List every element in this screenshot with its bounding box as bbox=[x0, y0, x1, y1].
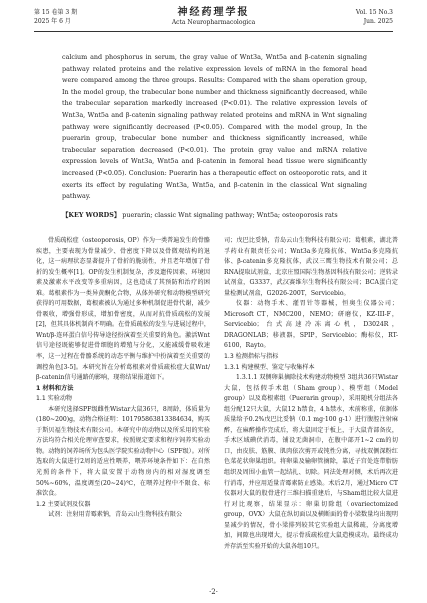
volume-issue-en: Vol. 15 No.3 bbox=[355, 9, 393, 16]
date-cn: 2025 年 6 月 bbox=[34, 18, 71, 25]
english-abstract bbox=[62, 52, 367, 203]
journal-title-en: Acta Neuropharmacologica bbox=[171, 19, 256, 26]
subsection-heading-animals: 1.1 实验动物 bbox=[36, 395, 73, 403]
subsection-heading-reagents: 1.2 主要试剂及仪器 bbox=[36, 500, 91, 508]
volume-issue-cn: 第 15 卷第 3 期 bbox=[34, 9, 78, 16]
reagents-paragraph: 试剂：注射用青霉素钠，青岛云山生物科技有限公 bbox=[48, 511, 183, 519]
journal-title-cn: 神经药理学报 bbox=[177, 7, 250, 18]
subsection-heading-detection: 1.3 检测指标与指标 bbox=[224, 353, 279, 361]
header-divider bbox=[34, 31, 393, 32]
reagents-paragraph-continued: 司；戊巴比妥钠，青岛云山生物科技有限公司；葛根素，湖北普孚药业有限责任公司；Wnt3a多克隆抗体、Wnt5a多克隆抗体、β-catenin多克隆抗体，武汉三鹰生物技术有限公司；总RNA提取试剂盒，北京庄盟国际生物基因科技有限公司；逆转录试剂盒，G3337，武汉赛维尔生物科技有限公司；BCA蛋白定量检测试剂盒，G2026-200T，Servicebio。 bbox=[224, 237, 398, 297]
model-paragraph: 1.3.1.1 双侧卵巢摘除技术构建动物模型 3组共36只Wistar大鼠，包括假手术组（Sham group）、模型组（Model group）以及葛根素组（Puerarin group），采用随机分组法各组分配12只大鼠，大鼠12 h禁食，4 h禁水，术前称重，依据体质量给予0.2%戊巴比妥钠（0.1 mg·100 g-1）进行腹腔注射麻醉，在麻醉操作完成后，将大鼠固定于板上，于大鼠背部备皮，手术区域碘伏消毒，铺设无菌洞巾，在腹中部开1~2 cm的切口，由皮肤、筋膜、肌肉依次剪开或钝性分离，寻找双侧深粉红色菜花状卵巢组织。将卵巢及输卵管摘除，靠近子宫处连带脂肪组织及周围小血管一起结扎、切除。同法处理对侧，术后再次进行消毒，并应用适量青霉素防止感染。术后2月，通过Micro CT仪器对大鼠的股骨进行三维扫描重建后，与Sham组比较大鼠进行对比观察，结果显示：卵巢切除组（ovariectomized group，OVX）大鼠在纵切面以及横断面的骨小梁数量均出现明显减少的情况，骨小梁排列较其它实验组大鼠稀疏，分离度增加，间隙也出现增大，提示骨质疏松症大鼠造模成功。最终成功并存活至实验开始的大鼠各组10只。 bbox=[224, 374, 398, 550]
issue-info-en bbox=[356, 8, 393, 26]
keywords-line bbox=[62, 210, 367, 220]
instruments-paragraph: 仪器：动物手术、灌胃针等器械，恒奥生仪器公司；Microsoft CT，NMC200，NEMO；研磨仪，KZ-III-F，Servicebio；台式高速冷冻离心机，D3024R，DRAGONLAB；移液器，SPIP，Servicebio；酶标仪，RT-6100，Rayto。 bbox=[224, 300, 398, 350]
keywords-label: 【KEY WORDS】 bbox=[62, 211, 121, 219]
journal-title-block bbox=[34, 7, 393, 27]
animals-paragraph: 本研究选择SPF级雌性Wistar大鼠36只，8周龄，体质量为(180~200)g，动物合格证明：101795863813384634，购买于斯贝福生物技术有限公司。本研究中的动物以及所采用的实验方法均符合相关伦理审查要求，按照规定要求和程序饲养实验动物。动物的饲养场所为包头医学院实验动物中心（SPF级）。对所选取的大鼠进行2周的适应性喂养，喂养环境条件如下：在自然光照的条件下，将大鼠安置于动物房内的相对湿度调至50%~60%，温度调至(20~24)℃，在喂养过程中不限食、标准饮食。 bbox=[36, 405, 210, 498]
abstract-text: calcium and phosphorus in serum, the gray value of Wnt3a, Wnt5a and β-catenin signaling pathway related proteins and the relative expression levels of mRNA in the femoral head were compared among the three groups. Results: Compared with the sham operation group, In the model group, the trabecular bone number and thickness significantly decreased, while the trabecular separation markedly increased (P<0.01). The relative expression levels of Wnt3a, Wnt5a and β-catenin signaling pathway related proteins and mRNA in Wnt signaling pathway were significantly decreased (P<0.05). Compared with the model group, In the puerarin group, trabecular bone number and thickness significantly increased, while trabecular separation decreased (P<0.01). The protein gray value and mRNA relative expression levels of Wnt3a, Wnt5a and β-catenin in femoral head tissue were significantly increased (P<0.05). Conclusion: Puerarin has a therapeutic effect on osteoporotic rats, and it exerts its effect by regulating Wnt3a, Wnt5a, and β-catenin in the classical Wnt signaling pathway. bbox=[62, 53, 367, 201]
intro-paragraph: 骨质疏松症（osteoporosis, OP）作为一类普遍发生的骨骼疾患，主要表现为骨量减少、骨密度下降以及骨微观结构的退化，这一病理状态显著提升了骨折的脆弱性，并且老年增加了骨折的发生概率[1]。OP的发生机制复杂，涉及遗传因素、环境因素及激素水平改变等多重病因，这也造成了其预防和治疗的困难。葛根素作为一类异黄酮化合物，从体外研究和动物模型研究获得的可用数据，葛根素被认为通过多种机制促进骨代谢，减少骨吸收，增强骨形成，增加骨密度，从而对抗骨质疏松的发展[2]，但其具体机制尚不明确。在骨质疏松的发生与进展过程中，Wnt/β-连环蛋白信号传导途径扮演着至关重要的角色。激活Wnt信号途径既能够促进骨细胞的增殖与分化，又能减缓骨吸收速率，这一过程在骨骼系统的动态平衡与维护中扮演着至关重要的调控角色[3-5]。本研究旨在分析葛根素对骨质疏松症大鼠Wnt/β-catenin信号通路的影响，现将结果报道如下。 bbox=[36, 237, 210, 382]
keywords-text: puerarin; classic Wnt signaling pathway; Wnt5a; osteoporosis rats bbox=[122, 211, 338, 219]
running-header bbox=[34, 8, 393, 38]
body-column-right bbox=[224, 236, 398, 552]
section-heading-materials: 1 材料和方法 bbox=[36, 384, 74, 392]
page-number: ·2· bbox=[209, 588, 218, 596]
date-en: Jun. 2025 bbox=[363, 18, 393, 25]
subsubsection-heading-model: 1.3.1 构建模型、鉴定与收集样本 bbox=[224, 363, 315, 371]
body-column-left bbox=[36, 236, 210, 521]
